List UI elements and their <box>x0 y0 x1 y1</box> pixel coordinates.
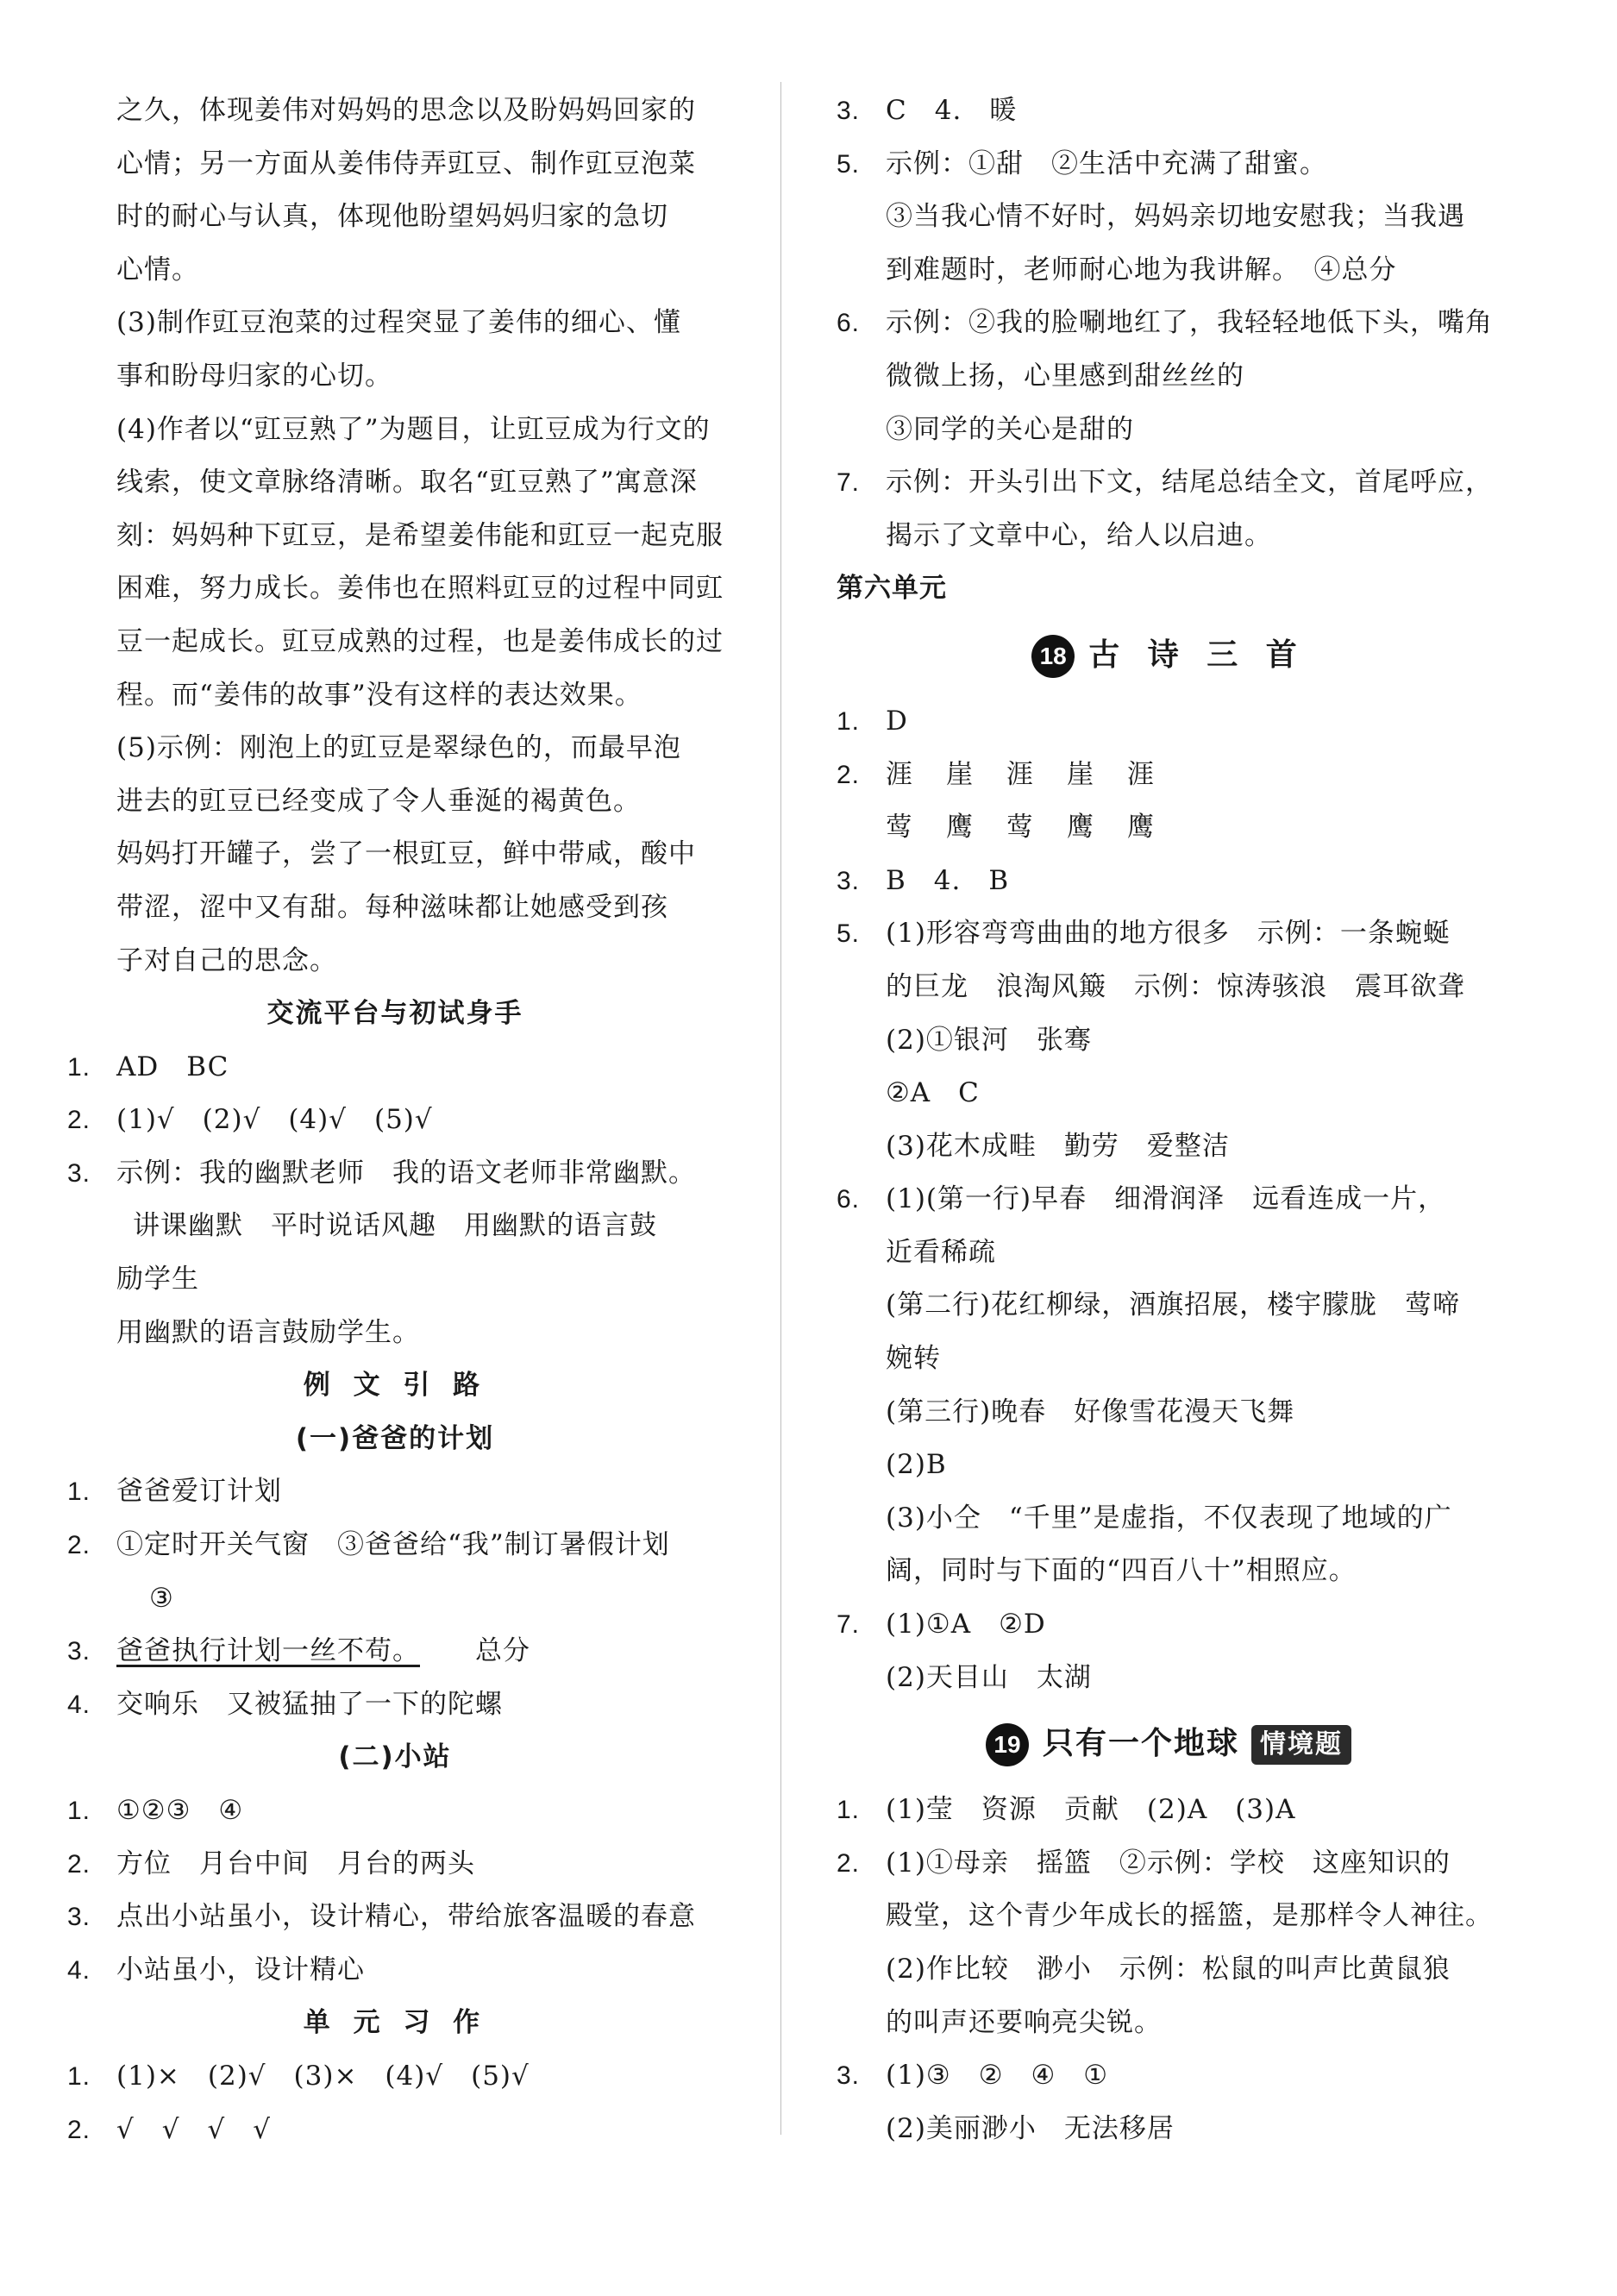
right-column <box>837 85 1501 2155</box>
answer-line: 励学生 <box>116 1264 199 1295</box>
answer-item <box>837 1837 1501 1891</box>
answer-text: 涯 崖 涯 崖 涯 <box>886 758 1157 790</box>
answer-line: 近看稀疏 <box>886 1236 996 1268</box>
answer-item <box>67 1519 723 1572</box>
answer-line: (2)作比较 渺小 示例：松鼠的叫声比黄鼠狼 <box>886 1954 1451 1985</box>
answer-item <box>837 1173 1501 1226</box>
answer-text: √ √ √ √ <box>116 2113 272 2145</box>
answer-line: (2)①银河 张骞 <box>886 1024 1092 1056</box>
answer-line: 到难题时，老师耐心地为我讲解。 ④总分 <box>886 254 1397 285</box>
item-number: 1. <box>67 1052 91 1082</box>
item-number: 2. <box>67 1849 91 1879</box>
answer-item <box>67 1944 723 1998</box>
answer-text: (1)③ ② ④ ① <box>886 2060 1109 2092</box>
answer-text: 交响乐 又被猛抽了一下的陀螺 <box>116 1688 503 1720</box>
answer-text: 方位 月台中间 月台的两头 <box>116 1847 475 1879</box>
essay-answer-line: 心情；另一方面从姜伟侍弄豇豆、制作豇豆泡菜 <box>116 147 696 179</box>
answer-line: ③ <box>149 1582 174 1614</box>
answer-text: (1)①A ②D <box>886 1609 1046 1640</box>
answer-item <box>837 855 1501 908</box>
answer-item <box>67 1094 723 1147</box>
answer-text: 示例：①甜 ②生活中充满了甜蜜。 <box>886 147 1327 179</box>
item-number: 2. <box>67 1531 91 1560</box>
column-divider <box>780 82 781 2135</box>
lesson-heading-19 <box>837 1704 1501 1784</box>
answer-text: D <box>886 705 908 737</box>
item-number: 3. <box>837 2061 861 2091</box>
answer-line: ③同学的关心是甜的 <box>886 413 1134 445</box>
answer-line: (2)美丽渺小 无法移居 <box>886 2112 1175 2144</box>
answer-line: (2)天目山 太湖 <box>886 1661 1092 1693</box>
item-number: 1. <box>67 1477 91 1507</box>
answer-item <box>837 749 1501 802</box>
answer-item <box>67 1147 723 1201</box>
answer-text: (1)√ (2)√ (4)√ (5)√ <box>116 1104 433 1136</box>
answer-item <box>67 1785 723 1838</box>
item-number: 2. <box>837 760 861 789</box>
answer-text: (1)(第一行)早春 细滑润泽 远看连成一片， <box>886 1183 1446 1215</box>
essay-answer-line: 之久，体现姜伟对妈妈的思念以及盼妈妈回家的 <box>116 95 696 126</box>
answer-text: 示例：开头引出下文，结尾总结全文，首尾呼应， <box>886 467 1493 499</box>
answer-item <box>837 1784 1501 1837</box>
answer-text: B 4. B <box>886 864 1010 896</box>
essay-answer-line: 子对自己的思念。 <box>116 944 337 976</box>
scenario-question-tag: 情境题 <box>1251 1725 1351 1765</box>
answer-text: (1)形容弯弯曲曲的地方很多 示例：一条蜿蜒 <box>886 918 1451 950</box>
answer-item <box>837 907 1501 961</box>
item-number: 4. <box>67 1690 91 1719</box>
section-title-example: 例 文 引 路 <box>303 1370 487 1402</box>
essay-answer-block <box>67 85 723 988</box>
answer-line: 的叫声还要响亮尖锐。 <box>886 2006 1162 2038</box>
answer-text: 示例：我的幽默老师 我的语文老师非常幽默。 <box>116 1157 696 1189</box>
answer-line: ③当我心情不好时，妈妈亲切地安慰我；当我遇 <box>886 201 1465 233</box>
answer-item <box>67 1465 723 1519</box>
item-number: 2. <box>67 1106 91 1135</box>
unit-title: 第六单元 <box>837 573 947 605</box>
item-number: 3. <box>67 1903 91 1932</box>
section-title-writing: 单 元 习 作 <box>303 2007 487 2039</box>
answer-line: 的巨龙 浪淘风簸 示例：惊涛骇浪 震耳欲聋 <box>886 970 1465 1002</box>
underlined-answer: 爸爸执行计划一丝不苟。 <box>116 1635 420 1667</box>
answer-line: (3)花木成畦 勤劳 爱整洁 <box>886 1130 1230 1162</box>
answer-item <box>67 1891 723 1944</box>
essay-answer-line: 事和盼母归家的心切。 <box>116 360 392 392</box>
answer-text: 总分 <box>475 1635 530 1667</box>
answer-line: (第三行)晚春 好像雪花漫天飞舞 <box>886 1396 1295 1427</box>
left-column <box>67 85 723 2156</box>
answer-item <box>837 85 1501 138</box>
answer-line: 讲课幽默 平时说话风趣 用幽默的语言鼓 <box>133 1210 657 1242</box>
essay-answer-line: (5)示例：刚泡上的豇豆是翠绿色的，而最早泡 <box>116 732 681 764</box>
item-number: 1. <box>837 1796 861 1825</box>
essay-answer-line: 心情。 <box>116 254 199 285</box>
essay-answer-line: 进去的豇豆已经变成了令人垂涎的褐黄色。 <box>116 785 641 817</box>
item-number: 7. <box>837 468 861 498</box>
item-number: 5. <box>837 149 861 179</box>
answer-item <box>837 138 1501 191</box>
item-number: 3. <box>67 1637 91 1666</box>
item-number: 1. <box>67 1797 91 1825</box>
answer-item <box>67 2104 723 2157</box>
answer-text: AD BC <box>116 1051 229 1082</box>
answer-item <box>67 2050 723 2104</box>
essay-answer-line: 妈妈打开罐子，尝了一根豇豆，鲜中带咸，酸中 <box>116 838 696 870</box>
answer-line: 用幽默的语言鼓励学生。 <box>116 1316 420 1348</box>
essay-answer-line: 带涩，涩中又有甜。每种滋味都让她感受到孩 <box>116 891 668 923</box>
essay-answer-line: 时的耐心与认真，体现他盼望妈妈归家的急切 <box>116 201 668 233</box>
answer-item <box>67 1041 723 1095</box>
item-number: 6. <box>837 1185 861 1214</box>
answer-line: 阔，同时与下面的“四百八十”相照应。 <box>886 1555 1357 1587</box>
answer-line: (第二行)花红柳绿，酒旗招展，楼宇朦胧 莺啼 <box>886 1289 1461 1321</box>
answer-line: 微微上扬，心里感到甜丝丝的 <box>886 360 1244 392</box>
answer-text: 点出小站虽小，设计精心，带给旅客温暖的春意 <box>116 1901 696 1933</box>
item-number: 4. <box>67 1955 91 1985</box>
answer-line: 莺 鹰 莺 鹰 鹰 <box>886 812 1157 844</box>
answer-text: (1)①母亲 摇篮 ②示例：学校 这座知识的 <box>886 1847 1451 1879</box>
essay-answer-line: (4)作者以“豇豆熟了”为题目，让豇豆成为行文的 <box>116 413 711 445</box>
answer-line: 殿堂，这个青少年成长的摇篮，是那样令人神往。 <box>886 1900 1493 1932</box>
essay-answer-line: (3)制作豇豆泡菜的过程突显了姜伟的细心、懂 <box>116 307 681 339</box>
lesson-number-badge: 19 <box>986 1723 1029 1766</box>
essay-answer-line: 线索，使文章脉络清晰。取名“豇豆熟了”寓意深 <box>116 467 698 499</box>
answer-item <box>837 695 1501 749</box>
item-number: 5. <box>837 919 861 949</box>
answer-item <box>837 456 1501 510</box>
item-number: 1. <box>67 2061 91 2091</box>
essay-answer-line: 程。而“姜伟的故事”没有这样的表达效果。 <box>116 679 642 711</box>
item-number: 2. <box>837 1848 861 1878</box>
answer-text: 爸爸爱订计划 <box>116 1476 282 1508</box>
answer-item <box>67 1625 723 1678</box>
subsection-title-station: (二)小站 <box>338 1741 452 1773</box>
answer-text: ①②③ ④ <box>116 1795 244 1826</box>
answer-text: ①定时开关气窗 ③爸爸给“我”制订暑假计划 <box>116 1529 670 1561</box>
item-number: 6. <box>837 309 861 338</box>
essay-answer-line: 豆一起成长。豇豆成熟的过程，也是姜伟成长的过 <box>116 625 724 657</box>
answer-item <box>837 297 1501 350</box>
answer-line: (2)B <box>886 1449 947 1481</box>
item-number: 2. <box>67 2115 91 2144</box>
answer-item <box>837 1598 1501 1652</box>
answer-line: 婉转 <box>886 1343 941 1375</box>
subsection-title-plan: (一)爸爸的计划 <box>295 1422 495 1454</box>
lesson-title: 古 诗 三 首 <box>1088 637 1306 673</box>
essay-answer-line: 刻：妈妈种下豇豆，是希望姜伟能和豇豆一起克服 <box>116 519 724 551</box>
item-number: 1. <box>837 706 861 736</box>
answer-item <box>67 1838 723 1891</box>
answer-item <box>67 1678 723 1732</box>
answer-text: C 4. 暖 <box>886 95 1018 126</box>
answer-text: 小站虽小，设计精心 <box>116 1954 365 1985</box>
item-number: 3. <box>837 97 861 125</box>
answer-line: (3)小仝 “千里”是虚指，不仅表现了地域的广 <box>886 1502 1452 1534</box>
answer-line: ②A C <box>886 1077 980 1109</box>
item-number: 3. <box>837 866 861 895</box>
essay-answer-line: 困难，努力成长。姜伟也在照料豇豆的过程中同豇 <box>116 573 724 605</box>
answer-text: (1)莹 资源 贡献 (2)A (3)A <box>886 1794 1296 1826</box>
item-number: 7. <box>837 1610 861 1640</box>
answer-text: 示例：②我的脸唰地红了，我轻轻地低下头，嘴角 <box>886 307 1493 339</box>
lesson-number-badge: 18 <box>1031 635 1075 678</box>
item-number: 3. <box>67 1158 91 1188</box>
answer-line: 揭示了文章中心，给人以启迪。 <box>886 519 1272 551</box>
answer-item <box>837 2049 1501 2103</box>
lesson-heading-18 <box>837 616 1501 695</box>
answer-text: (1)× (2)√ (3)× (4)√ (5)√ <box>116 2060 530 2092</box>
section-title-communication: 交流平台与初试身手 <box>266 998 523 1030</box>
lesson-title: 只有一个地球 <box>1042 1726 1239 1762</box>
